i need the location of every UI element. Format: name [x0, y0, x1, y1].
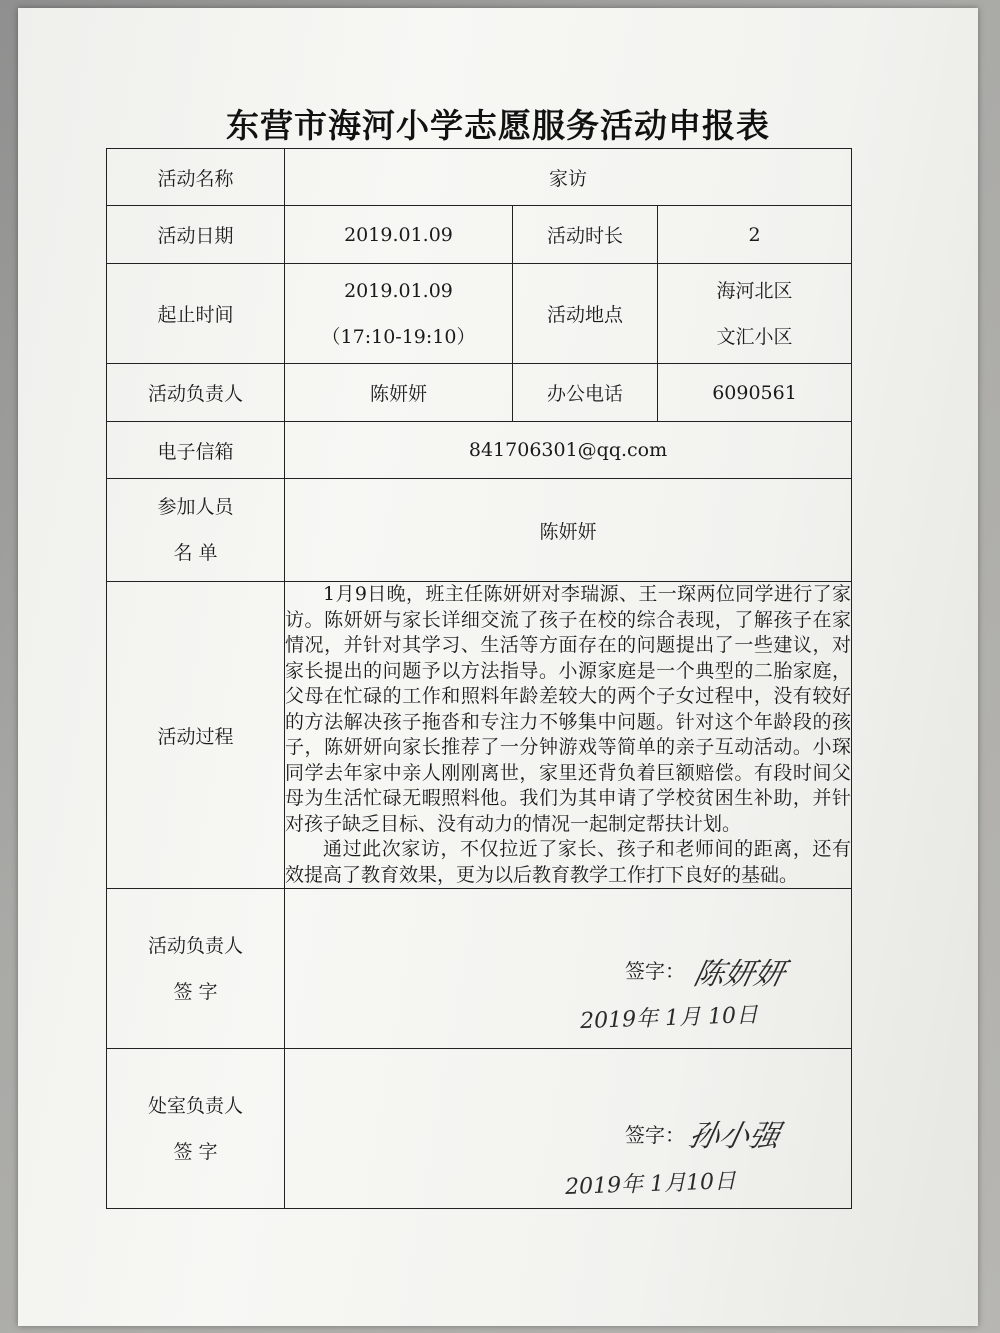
office-sign-date: 2019年 1月10日 [564, 1169, 737, 1200]
row-process [107, 582, 852, 889]
participants-label [107, 479, 285, 582]
leader-sign-label-line-2: 签 字 [173, 980, 218, 1003]
row-participants [107, 479, 852, 582]
office-signature-area [285, 1049, 852, 1209]
time-range-value [285, 264, 513, 364]
paper-sheet [18, 8, 978, 1326]
office-handwritten-signature: 孙小强 [685, 1119, 783, 1154]
phone-value: 6090561 [658, 364, 852, 422]
row-office-signature [107, 1049, 852, 1209]
leader-label: 活动负责人 [107, 364, 285, 422]
leader-sign-label [107, 889, 285, 1049]
participants-label-line-2: 名 单 [173, 542, 218, 564]
row-time-range [107, 264, 852, 364]
row-email [107, 422, 852, 479]
office-sign-label [107, 1049, 285, 1209]
process-text [285, 582, 852, 889]
office-sign-prefix: 签字： [625, 1123, 685, 1147]
time-range-hours: （17:10-19:10） [321, 325, 476, 348]
office-sign-label-line-2: 签 字 [173, 1140, 218, 1163]
row-leader [107, 364, 852, 422]
leader-value: 陈妍妍 [285, 364, 513, 422]
application-form-table [106, 148, 852, 1209]
activity-name-label: 活动名称 [107, 149, 285, 206]
activity-date-value: 2019.01.09 [285, 206, 513, 264]
leader-signature-area [285, 889, 852, 1049]
leader-sign-label-line-1: 活动负责人 [147, 934, 243, 957]
activity-date-label: 活动日期 [107, 206, 285, 264]
location-line-2: 文汇小区 [716, 325, 793, 348]
row-activity-name [107, 149, 852, 206]
duration-value: 2 [658, 206, 852, 264]
process-paragraph-2: 通过此次家访，不仅拉近了家长、孩子和老师间的距离，还有效提高了教育效果，更为以后教育教学工作打下良好的基础。 [285, 838, 852, 886]
activity-name-value: 家访 [285, 149, 852, 206]
form-title: 东营市海河小学志愿服务活动申报表 [226, 106, 770, 145]
participants-label-line-1: 参加人员 [157, 496, 234, 518]
time-range-label: 起止时间 [107, 264, 285, 364]
office-sign-label-line-1: 处室负责人 [147, 1094, 243, 1117]
row-leader-signature [107, 889, 852, 1049]
leader-handwritten-signature: 陈妍妍 [690, 957, 788, 992]
email-label: 电子信箱 [107, 422, 285, 479]
location-label: 活动地点 [513, 264, 658, 364]
process-paragraph-1: 1月9日晚，班主任陈妍妍对李瑞源、王一琛两位同学进行了家访。陈妍妍与家长详细交流了孩子在校的综合表现，了解孩子在家情况，并针对其学习、生活等方面存在的问题提出了一些建议，对家长提出的问题予以方法指导。小源家庭是一个典型的二胎家庭，父母在忙碌的工作和照料年龄差较大的两个子女过程中，没有较好的方法解决孩子拖沓和专注力不够集中问题。针对这个年龄段的孩子，陈妍妍向家长推荐了一分钟游戏等简单的亲子互动活动。小琛同学去年家中亲人刚刚离世，家里还背负着巨额赔偿。有段时间父母为生活忙碌无暇照料他。我们为其申请了学校贫困生补助，并针对孩子缺乏目标、没有动力的情况一起制定帮扶计划。 [285, 583, 852, 835]
leader-sign-date: 2019年 1月 10日 [579, 1002, 759, 1035]
process-label: 活动过程 [107, 582, 285, 889]
leader-sign-prefix: 签字： [625, 959, 685, 983]
time-range-date: 2019.01.09 [344, 279, 453, 302]
location-value [658, 264, 852, 364]
row-activity-date [107, 206, 852, 264]
location-line-1: 海河北区 [716, 279, 793, 302]
duration-label: 活动时长 [513, 206, 658, 264]
phone-label: 办公电话 [513, 364, 658, 422]
email-value: 841706301@qq.com [285, 422, 852, 479]
participants-value: 陈妍妍 [285, 479, 852, 582]
